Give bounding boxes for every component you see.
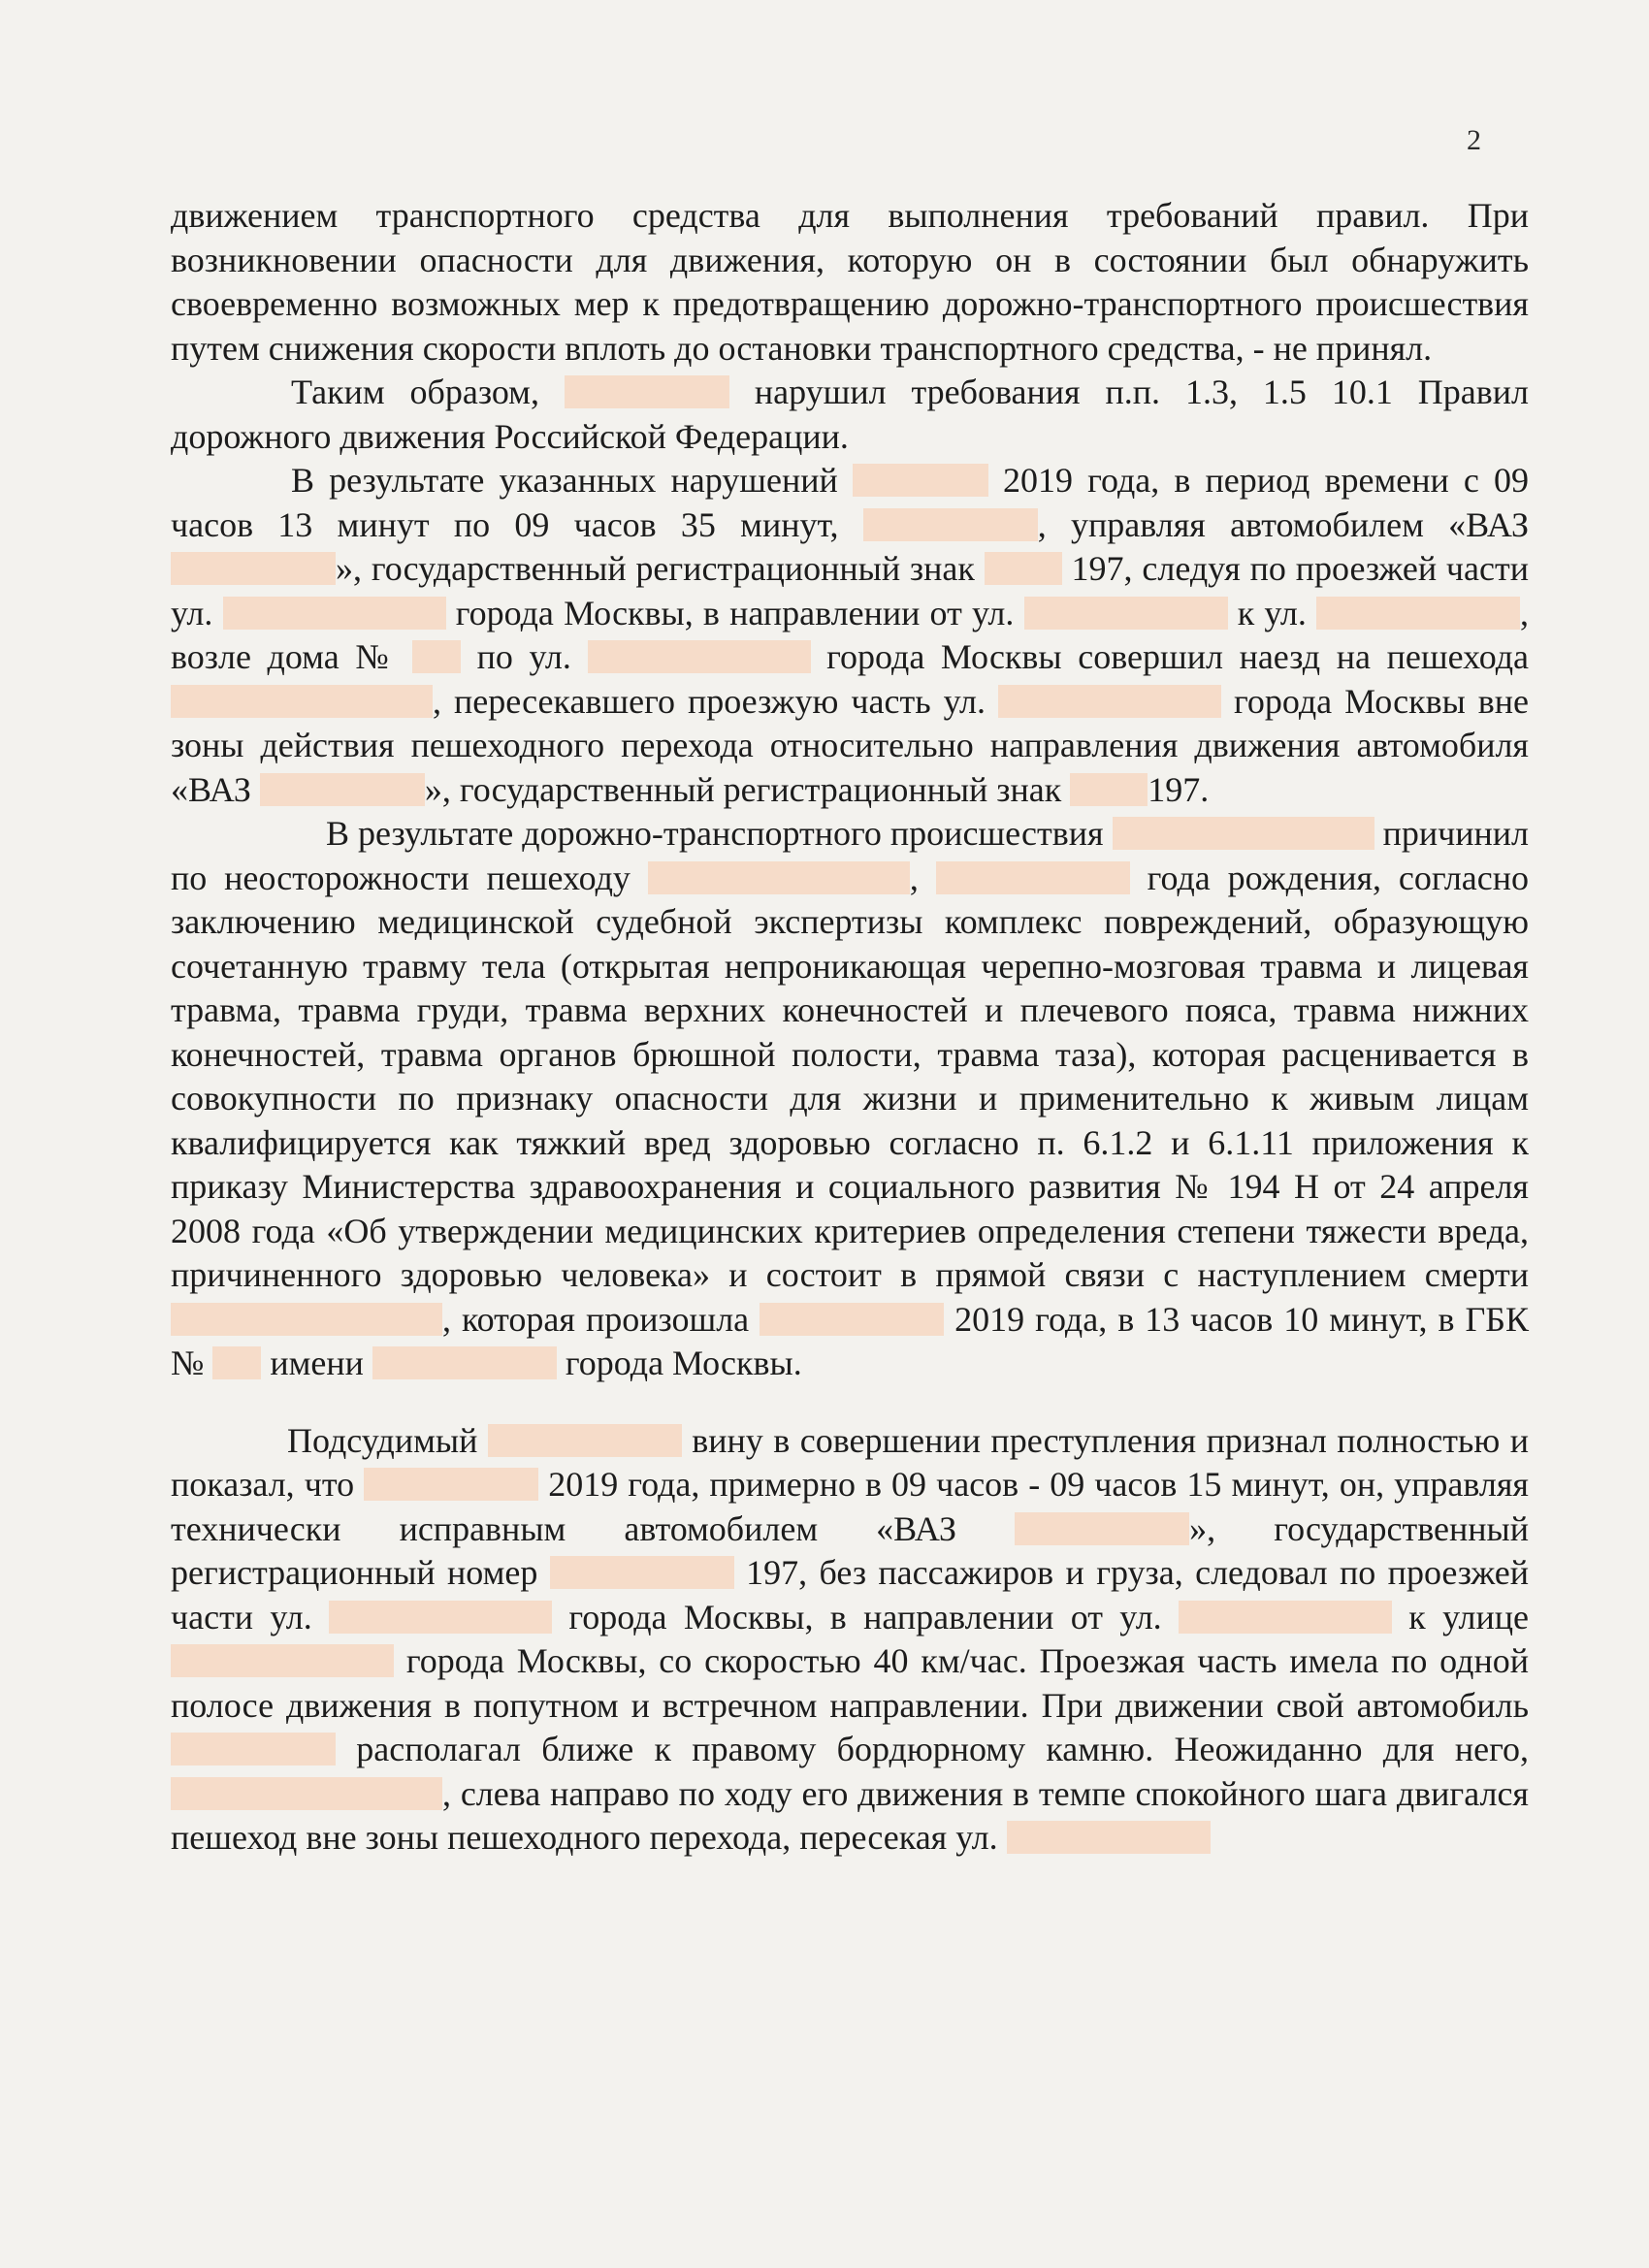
text-segment: », государственный регистрационный знак [424, 769, 1071, 809]
text-segment: причинил по неосторожности пешеходу [171, 814, 1529, 897]
text-segment: 2019 года, примерно в 09 часов - 09 часов 15 минут, он, управляя технически исправным автомобилем «ВАЗ [171, 1465, 1529, 1548]
redacted-street [329, 1601, 552, 1634]
redacted-house-number [412, 640, 461, 673]
redacted-name [171, 685, 433, 718]
redacted-street [588, 640, 811, 673]
paragraph-3 [171, 459, 1529, 812]
redacted-plate [171, 1733, 336, 1766]
text-segment: », государственный регистрационный знак [336, 549, 985, 588]
redacted-hospital-number [212, 1346, 261, 1379]
text-segment: В результате указанных нарушений [291, 461, 853, 500]
text-segment: , которая произошла [442, 1299, 760, 1339]
redacted-date [364, 1468, 538, 1501]
redacted-plate [1070, 773, 1148, 806]
redacted-name [1113, 817, 1374, 850]
redacted-model [260, 773, 425, 806]
redacted-street [1316, 597, 1520, 630]
text-segment: , слева направо по ходу его движения в темпе спокойного шага двигался пешеход вне зоны пешеходного перехода, пересекая ул. [171, 1773, 1529, 1857]
text-segment: к ул. [1227, 593, 1317, 632]
text-segment: года рождения, согласно заключению медицинской судебной экспертизы комплекс повреждений, образующую сочетанную травму тела (открытая непроникающая черепно-мозговая травма и лицевая травма, травма груди, травма верхних конечностей и плечевого пояса, травма нижних конечностей, травма органов брюшной полости, травма таза), которая расценивается в совокупности по признаку опасности для жизни и применительно к живым лицам квалифицируется как тяжкий вред здоровью согласно п. 6.1.2 и 6.1.11 приложения к приказу Министерства здравоохранения и социального развития № 194 Н от 24 апреля 2008 года «Об утверждении медицинских критериев определения степени тяжести вреда, причиненного здоровью человека» и состоит в прямой связи с наступлением смерти [171, 858, 1530, 1294]
text-segment: 197, без пассажиров и груза, следовал по проезжей части ул. [171, 1553, 1530, 1636]
redacted-plate [985, 552, 1062, 585]
redacted-date [760, 1303, 944, 1336]
text-segment: вину в совершении преступления признал полностью и показал, что [171, 1420, 1529, 1504]
text-segment: , управляя автомобилем «ВАЗ [1037, 504, 1529, 544]
text-segment: Подсудимый [287, 1420, 488, 1460]
redacted-name [488, 1424, 682, 1457]
text-segment: , [909, 858, 936, 897]
redacted-street [223, 597, 446, 630]
redacted-date [853, 464, 988, 497]
text-segment: », государственный регистрационный номер [171, 1508, 1529, 1592]
text-segment: имени [261, 1344, 372, 1382]
redacted-street [1024, 597, 1228, 630]
text-segment: города Москвы, в направлении от ул. [445, 593, 1024, 632]
paragraph-1 [171, 194, 1529, 371]
text-segment: , возле дома № [171, 593, 1530, 676]
text-segment: 197, следуя по проезжей части ул. [171, 549, 1529, 632]
text-segment: города Москвы, со скоростью 40 км/час. Проезжая часть имела по одной полосе движения в попутном и встречном направлении. При движении свой автомобиль [171, 1641, 1529, 1725]
redacted-name [863, 508, 1038, 541]
text-segment: нарушил требования п.п. 1.3, 1.5 10.1 Правил дорожного движения Российской Федерации. [171, 373, 1530, 456]
redacted-street [171, 1644, 394, 1677]
text-segment: города Москвы совершил наезд на пешехода [810, 637, 1529, 676]
page-number: 2 [1467, 124, 1481, 156]
paragraph-2 [171, 371, 1529, 459]
text-segment: Таким образом, [291, 373, 565, 411]
redacted-name [648, 861, 910, 894]
redacted-name [171, 1777, 442, 1810]
text-segment: 2019 года, в 13 часов 10 минут, в ГБК № [171, 1299, 1529, 1382]
document-body [171, 194, 1529, 1861]
paragraph-4 [171, 812, 1529, 1386]
text-segment: располагал ближе к правому бордюрному камню. Неожиданно для него, [336, 1730, 1529, 1768]
redacted-name [171, 1303, 442, 1336]
redacted-birth-year [936, 861, 1130, 894]
text-segment: , пересекавшего проезжую часть ул. [433, 681, 998, 721]
text-segment: города Москвы, в направлении от ул. [552, 1597, 1179, 1636]
redacted-hospital-name [372, 1346, 557, 1379]
text-segment: по ул. [460, 637, 588, 676]
redacted-street [1007, 1821, 1211, 1854]
redacted-plate [550, 1556, 734, 1589]
redacted-model [1015, 1512, 1189, 1545]
text-segment: города Москвы вне зоны действия пешеходного перехода относительно направления движения автомобиля «ВАЗ [171, 681, 1529, 809]
text-segment: движением транспортного средства для выполнения требований правил. При возникновении опасности для движения, которую он в состоянии был обнаружить своевременно возможных мер к предотвращению дорожно-транспортного происшествия путем снижения скорости вплоть до остановки транспортного средства, - не принял. [171, 196, 1529, 368]
text-segment: города Москвы. [556, 1344, 802, 1382]
text-segment: 197. [1148, 769, 1210, 809]
text-segment: к улице [1391, 1597, 1529, 1636]
redacted-name [565, 375, 729, 408]
text-segment: 2019 года, в период времени с 09 часов 13 минут по 09 часов 35 минут, [171, 461, 1529, 544]
redacted-model [171, 552, 336, 585]
redacted-street [998, 685, 1221, 718]
redacted-street [1179, 1601, 1392, 1634]
text-segment: В результате дорожно-транспортного происшествия [326, 814, 1113, 853]
paragraph-5 [171, 1419, 1529, 1861]
